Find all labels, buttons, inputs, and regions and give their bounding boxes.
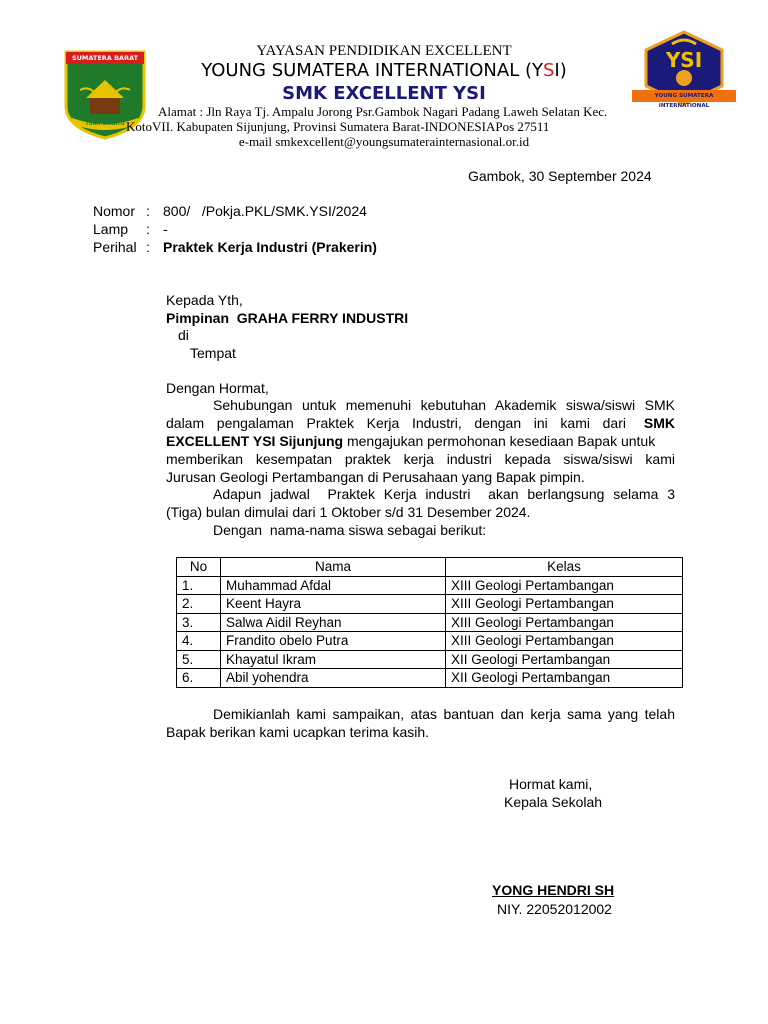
row-kelas: XIII Geologi Pertambangan: [446, 595, 683, 614]
row-nama: Muhammad Afdal: [221, 576, 446, 595]
row-kelas: XII Geologi Pertambangan: [446, 669, 683, 688]
body-p2-line2: (Tiga) bulan dimulai dari 1 Oktober s/d 31 Desember 2024.: [166, 504, 531, 520]
table-row: [177, 576, 683, 595]
row-kelas: XIII Geologi Pertambangan: [446, 632, 683, 651]
row-no: 1.: [177, 576, 221, 595]
table-header-row: [177, 558, 683, 577]
body-greeting: Dengan Hormat,: [166, 380, 269, 396]
header-no: No: [177, 558, 221, 577]
recipient-name: Pimpinan GRAHA FERRY INDUSTRI: [166, 310, 409, 326]
left-logo-top-text: SUMATERA BARAT: [71, 54, 139, 62]
ysi-logo-caption: YOUNG SUMATERA INTERNATIONAL: [654, 93, 714, 109]
row-nama: Salwa Aidil Reyhan: [221, 613, 446, 632]
row-no: 6.: [177, 669, 221, 688]
perihal-label: Perihal: [93, 239, 137, 255]
ysi-logo: [630, 30, 738, 110]
row-no: 5.: [177, 650, 221, 669]
body-p1-line3-text: mengajukan permohonan kesediaan Bapak untuk: [343, 433, 656, 449]
row-no: 2.: [177, 595, 221, 614]
institution-name-accent: S: [542, 60, 555, 81]
table-row: [177, 632, 683, 651]
address-line-2: KotoVII. Kabupaten Sijunjung, Provinsi Sumatera Barat-INDONESIAPos 27511: [126, 119, 550, 134]
body-p1-line3: [166, 433, 675, 450]
body-p1-line2-text: dalam pengalaman Praktek Kerja Industri, dengan ini kami dari: [166, 415, 626, 431]
table-row: [177, 650, 683, 669]
recipient-tempat: Tempat: [190, 345, 236, 361]
row-nama: Abil yohendra: [221, 669, 446, 688]
row-nama: Keent Hayra: [221, 595, 446, 614]
school-name: SMK EXCELLENT YSI: [282, 83, 486, 104]
nomor-value: 800/ /Pokja.PKL/SMK.YSI/2024: [163, 203, 367, 219]
table-row: [177, 669, 683, 688]
foundation-name: YAYASAN PENDIDIKAN EXCELLENT: [256, 43, 512, 59]
email-line: e-mail smkexcellent@youngsumaterainternasional.or.id: [238, 134, 530, 149]
recipient-di: di: [178, 327, 189, 343]
row-kelas: XIII Geologi Pertambangan: [446, 613, 683, 632]
student-table: [176, 557, 683, 688]
body-p2-line1: Adapun jadwal Praktek Kerja industri akan berlangsung selama 3: [213, 486, 675, 502]
body-p3: Dengan nama-nama siswa sebagai berikut:: [213, 522, 487, 538]
lamp-value: -: [163, 221, 168, 237]
perihal-colon: :: [146, 239, 150, 255]
recipient-greeting: Kepada Yth,: [166, 292, 243, 308]
row-nama: Frandito obelo Putra: [221, 632, 446, 651]
body-p1-line2: [166, 415, 675, 432]
nomor-label: Nomor: [93, 203, 136, 219]
signature-title: Kepala Sekolah: [504, 794, 603, 810]
table-row: [177, 613, 683, 632]
closing-line1: Demikianlah kami sampaikan, atas bantuan dan kerja sama yang telah: [213, 706, 675, 722]
nomor-colon: :: [146, 203, 150, 219]
perihal-value: Praktek Kerja Industri (Prakerin): [163, 239, 377, 255]
institution-name-post: I): [554, 60, 567, 81]
address-line-1: Alamat : Jln Raya Tj. Ampalu Jorong Psr.Gambok Nagari Padang Laweh Selatan Kec.: [158, 104, 608, 119]
body-p1-line2-bold: SMK: [643, 415, 675, 431]
table-row: [177, 595, 683, 614]
closing-line2: Bapak berikan kami ucapkan terima kasih.: [166, 724, 430, 740]
row-kelas: XII Geologi Pertambangan: [446, 650, 683, 669]
ysi-logo-text: YSI: [665, 48, 703, 72]
institution-name: [150, 60, 618, 82]
row-nama: Khayatul Ikram: [221, 650, 446, 669]
body-p1-line1: Sehubungan untuk memenuhi kebutuhan Akademik siswa/siswi SMK: [213, 397, 675, 413]
header-nama: Nama: [221, 558, 446, 577]
lamp-label: Lamp: [93, 221, 129, 237]
row-kelas: XIII Geologi Pertambangan: [446, 576, 683, 595]
body-p1-line5: Jurusan Geologi Pertambangan di Perusahaan yang Bapak pimpin.: [166, 469, 585, 485]
body-p1-line3-bold: EXCELLENT YSI Sijunjung: [166, 433, 344, 449]
header-kelas: Kelas: [446, 558, 683, 577]
row-no: 4.: [177, 632, 221, 651]
lamp-colon: :: [146, 221, 150, 237]
signature-name: YONG HENDRI SH: [492, 882, 615, 898]
letter-date: Gambok, 30 September 2024: [468, 168, 652, 184]
institution-name-pre: YOUNG SUMATERA INTERNATIONAL (Y: [201, 60, 543, 81]
row-no: 3.: [177, 613, 221, 632]
signature-regards: Hormat kami,: [509, 776, 593, 792]
left-logo-bottom-text: TUAH SAKATO: [85, 121, 125, 127]
body-p1-line4: memberikan kesempatan praktek kerja industri kepada siswa/siswi kami: [166, 451, 675, 467]
signature-niy: NIY. 22052012002: [497, 901, 612, 917]
